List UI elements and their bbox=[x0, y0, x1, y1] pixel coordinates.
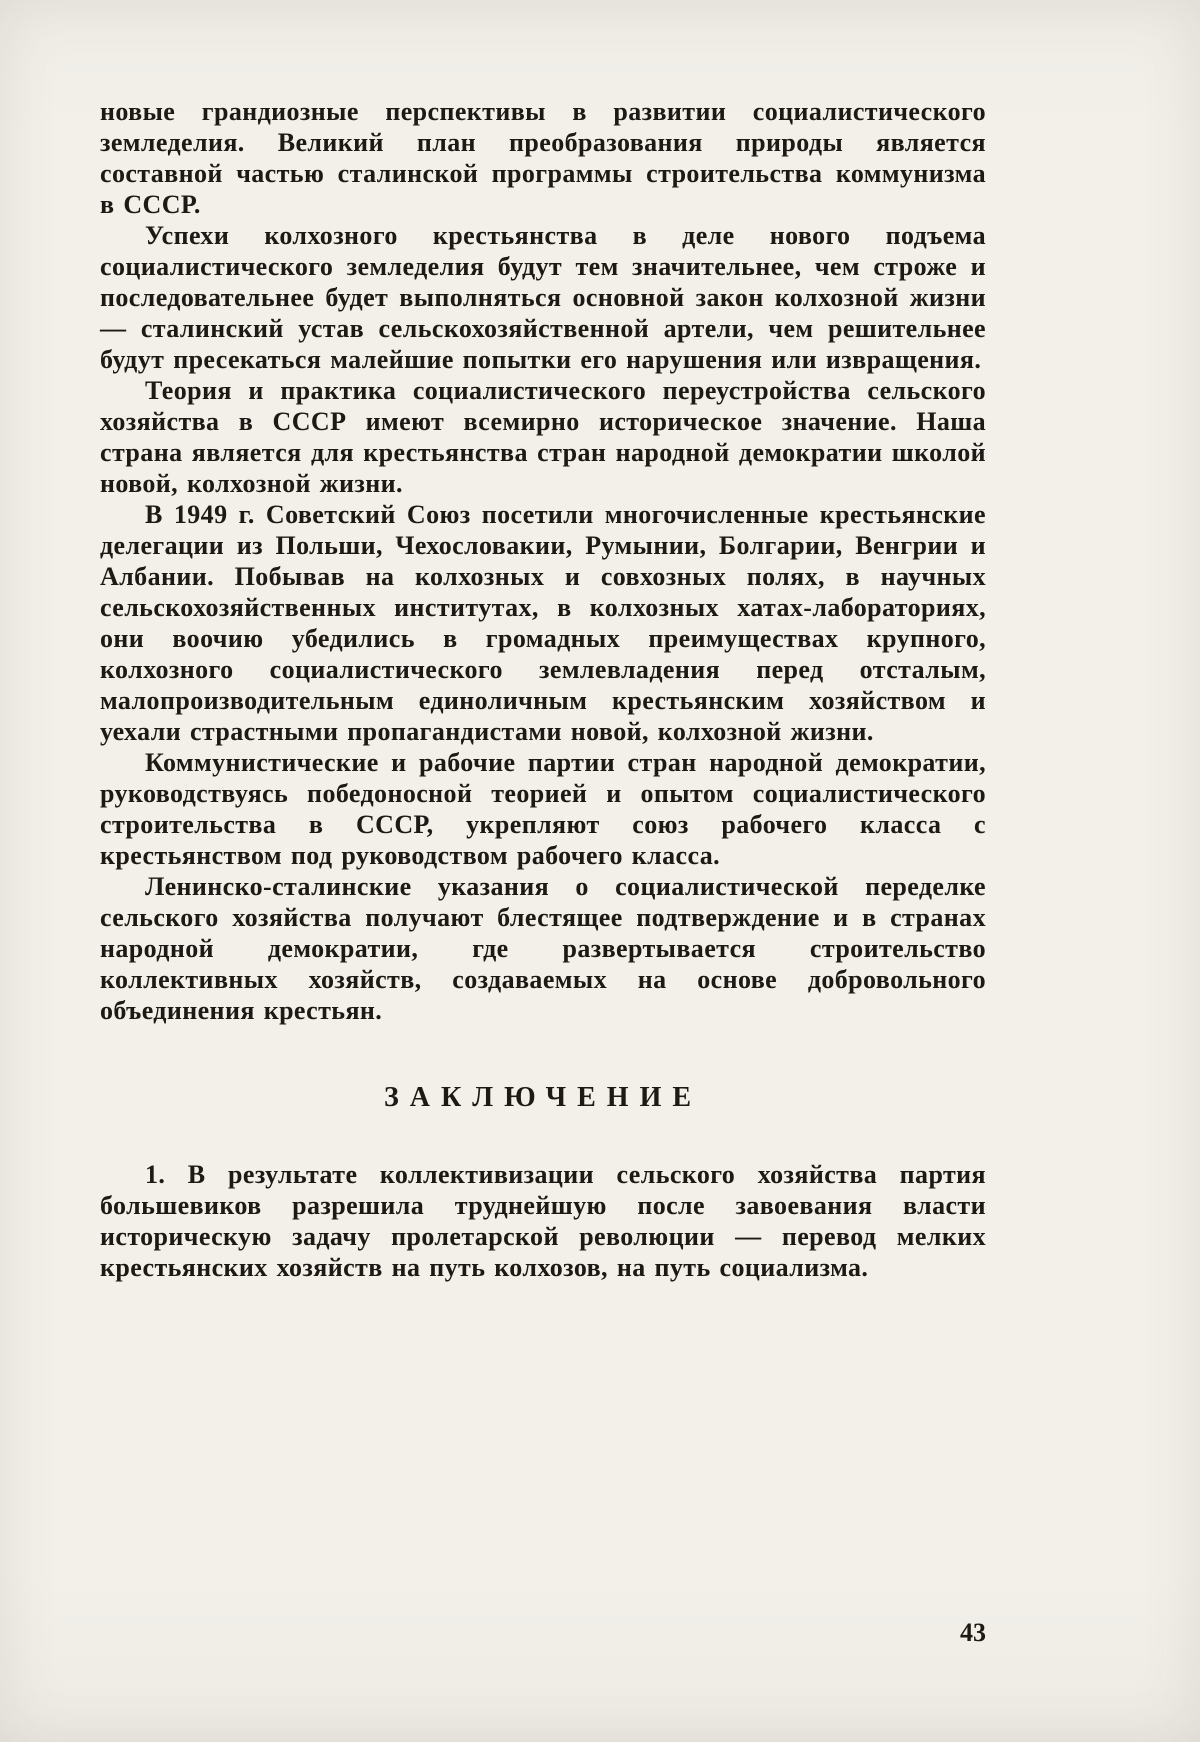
body-paragraph: новые грандиозные перспективы в развитии социалистического земледелия. Великий план преобразования природы является составной частью сталинской программы строительства коммунизма в СССР. bbox=[100, 97, 986, 219]
body-paragraph: Коммунистические и рабочие партии стран народной демократии, руководствуясь победоносной теорией и опытом социалистического строительства в СССР, укрепляют союз рабочего класса с крестьянством под руководством рабочего класса. bbox=[100, 748, 986, 870]
body-paragraph: 1. В результате коллективизации сельского хозяйства партия большевиков разрешила труднейшую после завоевания власти историческую задачу пролетарской революции — перевод мелких крестьянских хозяйств на путь колхозов, на путь социализма. bbox=[100, 1160, 986, 1282]
body-paragraph: В 1949 г. Советский Союз посетили многочисленные крестьянские делегации из Польши, Чехословакии, Румынии, Болгарии, Венгрии и Албании. Побывав на колхозных и совхозных полях, в научных сельскохозяйственных институтах, в колхозных хатах-лабораториях, они воочию убедились в громадных преимуществах крупного, колхозного социалистического землевладения перед отсталым, малопроизводительным единоличным крестьянским хозяйством и уехали страстными пропагандистами новой, колхозной жизни. bbox=[100, 500, 986, 746]
body-paragraph: Теория и практика социалистического переустройства сельского хозяйства в СССР имеют всемирно историческое значение. Наша страна является для крестьянства стран народной демократии школой новой, колхозной жизни. bbox=[100, 376, 986, 498]
section-heading: ЗАКЛЮЧЕНИЕ bbox=[383, 1082, 703, 1113]
body-paragraph: Успехи колхозного крестьянства в деле нового подъема социалистического земледелия будут тем значительнее, чем строже и последовательнее будет выполняться основной закон колхозной жизни — сталинский устав сельскохозяйственной артели, чем решительнее будут пресекаться малейшие попытки его нарушения или извращения. bbox=[100, 221, 986, 374]
page-number: 43 bbox=[960, 1618, 986, 1647]
text-block bbox=[100, 96, 986, 1283]
body-paragraph: Ленинско-сталинские указания о социалистической переделке сельского хозяйства получают блестящее подтверждение и в странах народной демократии, где развертывается строительство коллективных хозяйств, создаваемых на основе добровольного объединения крестьян. bbox=[100, 872, 986, 1025]
